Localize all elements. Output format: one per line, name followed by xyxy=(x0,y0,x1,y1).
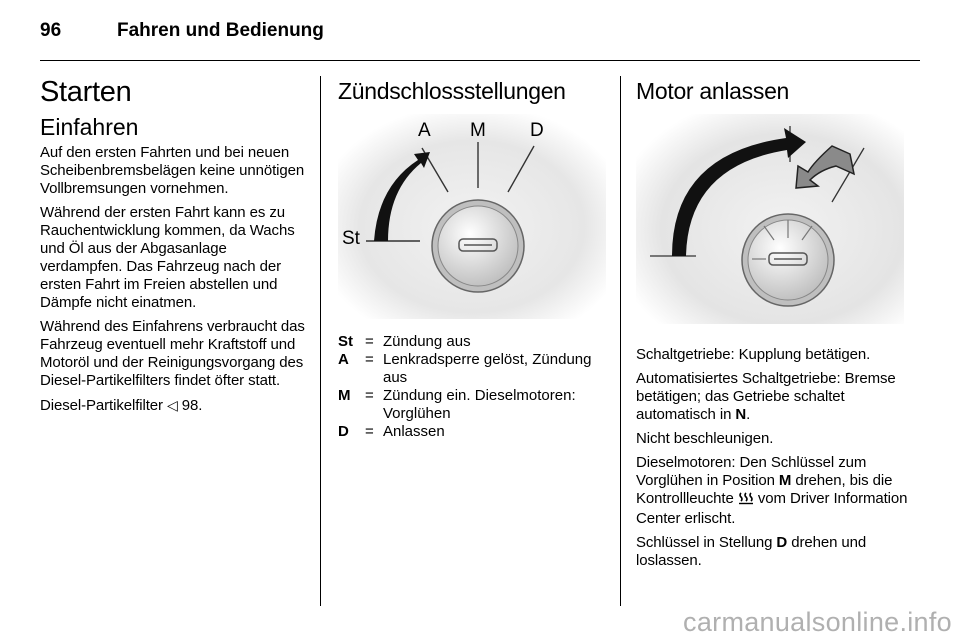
label-a: A xyxy=(418,120,431,141)
paragraph-automated-transmission xyxy=(636,370,912,424)
subsection-title: Einfahren xyxy=(40,114,139,140)
text-fragment: . xyxy=(746,406,751,423)
paragraph-diesel-preheat xyxy=(636,454,912,528)
chapter-title: Fahren und Bedienung xyxy=(117,20,324,41)
paragraph-1: Auf den ersten Fahrten und bei neuen Scheibenbremsbelägen keine unnötigen Vollbremsungen vornehmen. xyxy=(40,144,305,197)
start-engine-illustration xyxy=(636,114,904,324)
reference-text: Diesel-Partikelfilter xyxy=(40,397,163,414)
label-d: D xyxy=(530,120,544,141)
position-m: M xyxy=(778,472,792,489)
middle-column xyxy=(338,76,608,441)
legend-row-st xyxy=(338,333,608,351)
paragraph-manual-transmission: Schaltgetriebe: Kupplung betätigen. xyxy=(636,346,871,363)
column-divider-right xyxy=(620,76,621,606)
header-rule xyxy=(40,60,920,61)
legend-equals: = xyxy=(365,333,374,350)
text-fragment: Automatisiertes Schaltgetriebe: Bremse betätigen; das Getriebe schaltet automatisch in xyxy=(636,370,896,423)
reference-arrow-icon: ◁ xyxy=(167,397,178,413)
legend-equals: = xyxy=(365,351,374,368)
paragraph-no-throttle: Nicht beschleunigen. xyxy=(636,430,774,447)
label-m: M xyxy=(470,120,486,141)
legend-key: D xyxy=(338,423,349,440)
gear-n: N xyxy=(735,406,747,423)
text-fragment: Dieselmotoren: Den Schlüssel zum Vorglühen in Position xyxy=(636,454,867,489)
legend-description: Zündung aus xyxy=(383,333,471,350)
legend-key: A xyxy=(338,351,349,368)
text-fragment: drehen, bis die Kontrollleuchte xyxy=(636,472,893,507)
legend-row-d xyxy=(338,423,608,441)
reference-page: 98. xyxy=(181,397,203,414)
legend-key: St xyxy=(338,333,353,350)
legend-description: Zündung ein. Dieselmotoren: Vorglühen xyxy=(383,387,576,422)
ignition-switch-figure xyxy=(338,114,606,319)
ignition-knob xyxy=(438,206,518,286)
page-header xyxy=(40,20,920,62)
label-st: St xyxy=(342,228,360,249)
legend-row-m xyxy=(338,387,608,423)
right-column xyxy=(636,76,912,576)
paragraph-3: Während des Einfahrens verbraucht das Fahrzeug eventuell mehr Kraftstoff und Motoröl und der Reinigungsvorgang des Diesel-Partikelfilters findet öfter statt. xyxy=(40,318,305,389)
text-fragment: vom Driver Information Center erlischt. xyxy=(636,490,908,527)
text-fragment: drehen und loslassen. xyxy=(636,534,867,569)
watermark: carmanualsonline.info xyxy=(683,607,952,637)
left-column xyxy=(40,76,308,421)
ignition-legend xyxy=(338,333,608,441)
legend-key: M xyxy=(338,387,351,404)
legend-row-a xyxy=(338,351,608,387)
cross-reference[interactable] xyxy=(40,396,308,415)
ignition-positions-title: Zündschlossstellungen xyxy=(338,78,566,104)
legend-equals: = xyxy=(365,423,374,440)
paragraph-crank xyxy=(636,534,912,570)
page-number: 96 xyxy=(40,20,62,41)
paragraph-2: Während der ersten Fahrt kann es zu Rauchentwicklung kommen, da Wachs und Öl aus der Abgasanlage verdampfen. Das Fahrzeug nach der ersten Fahrt im Freien abstellen und Dämpfe nicht einatmen. xyxy=(40,204,295,311)
glow-plug-icon xyxy=(738,491,754,510)
column-divider-left xyxy=(320,76,321,606)
position-d: D xyxy=(776,534,788,551)
start-engine-figure xyxy=(636,114,904,324)
legend-description: Lenkradsperre gelöst, Zündung aus xyxy=(383,351,592,386)
text-fragment: Schlüssel in Stellung xyxy=(636,534,773,551)
ignition-switch-illustration xyxy=(338,114,606,319)
start-engine-title: Motor anlassen xyxy=(636,78,790,104)
section-title: Starten xyxy=(40,76,132,108)
legend-description: Anlassen xyxy=(383,423,445,440)
legend-equals: = xyxy=(365,387,374,404)
